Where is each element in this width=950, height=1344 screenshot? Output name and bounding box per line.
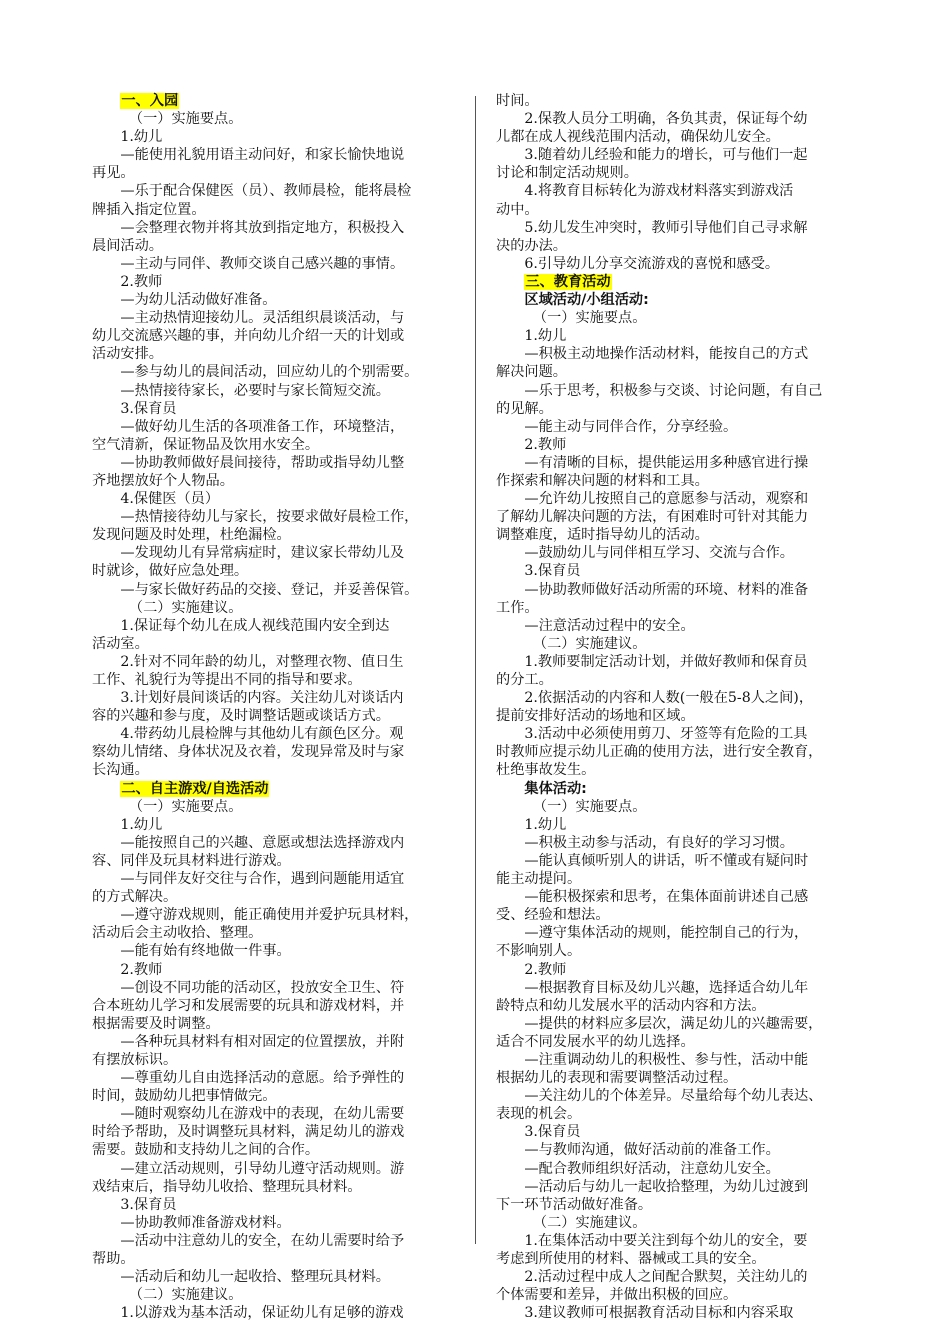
section-heading-text: 三、教育活动 (525, 273, 611, 290)
text-line: 决的办法。 (496, 237, 567, 254)
text-line: 作探索和解决问题的材料和工具。 (496, 472, 709, 489)
text-line: 合本班幼儿学习和发展需要的玩具和游戏材料，并 (92, 997, 405, 1014)
text-line: —注意活动过程中的安全。 (524, 617, 695, 634)
text-line: —协助教师做好晨间接待，帮助或指导幼儿整 (120, 454, 405, 471)
text-line: 儿都在成人视线范围内活动，确保幼儿安全。 (496, 129, 780, 146)
text-line: 杜绝事故发生。 (496, 762, 596, 779)
text-line: 时给予帮助，及时调整玩具材料，满足幼儿的游戏 (92, 1124, 405, 1141)
text-line: 发现问题及时处理，杜绝漏检。 (92, 527, 291, 544)
text-line: —鼓励幼儿与同伴相互学习、交流与合作。 (524, 545, 794, 562)
text-line: 活动后会主动收拾、整理。 (92, 925, 263, 942)
text-line: 表现的机会。 (496, 1106, 582, 1123)
text-line: 戏结束后，指导幼儿收拾、整理玩具材料。 (92, 1178, 362, 1195)
text-line: 容、同伴及玩具材料进行游戏。 (92, 852, 291, 869)
text-line: —与教师沟通，做好活动前的准备工作。 (524, 1142, 780, 1159)
text-line: —遵守集体活动的规则，能控制自己的行为， (524, 925, 809, 942)
text-line: 时就诊，做好应急处理。 (92, 563, 249, 580)
text-line: —活动后与幼儿一起收拾整理，为幼儿过渡到 (524, 1178, 809, 1195)
text-line: 龄特点和幼儿发展水平的活动内容和方法。 (496, 997, 766, 1014)
text-line: （二）实施建议。 (128, 1287, 243, 1304)
text-line: 工作。 (496, 599, 539, 616)
text-line: （一）实施要点。 (128, 111, 243, 128)
text-line: 的方式解决。 (92, 889, 178, 906)
subsection-heading: 集体活动: (524, 780, 587, 797)
text-line: —会整理衣物并将其放到指定地方，积极投入 (120, 219, 405, 236)
text-line: 2.保教人员分工明确，各负其责，保证每个幼 (524, 111, 808, 128)
text-line: （一）实施要点。 (532, 310, 647, 327)
section-heading-text: 二、自主游戏/自选活动 (121, 780, 269, 797)
text-line: 调整难度，适时指导幼儿的活动。 (496, 527, 709, 544)
text-line: —有清晰的目标，提供能运用多种感官进行操 (524, 454, 809, 471)
text-line: 3.保育员 (524, 563, 581, 580)
text-line: —能有始有终地做一件事。 (120, 943, 291, 960)
text-line: 3.保育员 (120, 400, 177, 417)
text-line: 3.保育员 (120, 1196, 177, 1213)
text-line: 适合不同发展水平的幼儿选择。 (496, 1033, 695, 1050)
text-line: —随时观察幼儿在游戏中的表现，在幼儿需要 (120, 1106, 405, 1123)
text-line: 1.教师要制定活动计划，并做好教师和保育员 (524, 653, 808, 670)
text-line: 的见解。 (496, 400, 553, 417)
text-line: —做好幼儿生活的各项准备工作，环境整洁， (120, 418, 405, 435)
text-line: —能积极探索和思考，在集体面前讲述自己感 (524, 889, 809, 906)
text-line: 3.计划好晨间谈话的内容。关注幼儿对谈话内 (120, 690, 404, 707)
text-line: —能主动与同伴合作，分享经验。 (524, 418, 738, 435)
text-line: 3.建议教师可根据教育活动目标和内容采取 (524, 1305, 794, 1322)
text-line: 幼儿交流感兴趣的事，并向幼儿介绍一天的计划或 (92, 328, 405, 345)
text-line: 时间。 (496, 93, 539, 109)
text-line: 根据需要及时调整。 (92, 1015, 220, 1032)
text-line: 4.保健医（员） (120, 491, 220, 508)
text-line: —根据教育目标及幼儿兴趣，选择适合幼儿年 (524, 979, 809, 996)
text-line: —创设不同功能的活动区，投放安全卫生、符 (120, 979, 405, 996)
text-line: 再见。 (92, 165, 135, 182)
text-line: —参与幼儿的晨间活动，回应幼儿的个别需要。 (120, 364, 419, 381)
section-heading-text: 一、入园 (121, 93, 179, 109)
text-line: 1.在集体活动中要关注到每个幼儿的安全，要 (524, 1232, 808, 1249)
text-line: 2.教师 (524, 436, 567, 453)
text-line: 2.教师 (524, 961, 567, 978)
text-line: 5.幼儿发生冲突时，教师引导他们自己寻求解 (524, 219, 808, 236)
text-line: 4.带药幼儿晨检牌与其他幼儿有颜色区分。观 (120, 726, 404, 743)
text-line: —与同伴友好交往与合作，遇到问题能用适宜 (120, 871, 405, 888)
text-line: —各种玩具材料有相对固定的位置摆放，并附 (120, 1033, 405, 1050)
text-line: 2.依据活动的内容和人数(一般在5-8人之间)， (524, 690, 814, 707)
text-line: —能使用礼貌用语主动问好，和家长愉快地说 (120, 147, 405, 164)
text-line: —热情接待幼儿与家长，按要求做好晨检工作， (120, 509, 419, 526)
text-line: —与家长做好药品的交接、登记，并妥善保管。 (120, 581, 419, 598)
text-line: （二）实施建议。 (532, 1214, 647, 1231)
text-line: —为幼儿活动做好准备。 (120, 292, 277, 309)
text-line: 时间，鼓励幼儿把事情做完。 (92, 1088, 277, 1105)
text-line: 3.随着幼儿经验和能力的增长，可与他们一起 (524, 147, 808, 164)
text-line: （二）实施建议。 (532, 635, 647, 652)
text-line: —主动与同伴、教师交谈自己感兴趣的事情。 (120, 255, 405, 272)
text-line: —建立活动规则，引导幼儿遵守活动规则。游 (120, 1160, 405, 1177)
text-line: —配合教师组织好活动，注意幼儿安全。 (524, 1160, 780, 1177)
text-line: —允许幼儿按照自己的意愿参与活动，观察和 (524, 491, 809, 508)
column-divider (475, 96, 476, 1244)
text-line: —提供的材料应多层次，满足幼儿的兴趣需要， (524, 1015, 823, 1032)
text-line: —协助教师准备游戏材料。 (120, 1214, 291, 1231)
text-line: 根据幼儿的表现和需要调整活动过程。 (496, 1070, 738, 1087)
text-line: —活动中注意幼儿的安全，在幼儿需要时给予 (120, 1232, 405, 1249)
text-line: —能按照自己的兴趣、意愿或想法选择游戏内 (120, 834, 405, 851)
text-line: —热情接待家长，必要时与家长简短交流。 (120, 382, 390, 399)
text-line: —乐于思考，积极参与交谈、讨论问题，有自己 (524, 382, 823, 399)
text-line: —协助教师做好活动所需的环境、材料的准备 (524, 581, 809, 598)
text-line: —乐于配合保健医（员）、教师晨检，能将晨检 (120, 183, 412, 200)
text-line: 受、经验和想法。 (496, 907, 610, 924)
text-line: —发现幼儿有异常病症时，建议家长带幼儿及 (120, 545, 405, 562)
section-heading (496, 273, 868, 291)
text-line: （二）实施建议。 (128, 599, 243, 616)
text-line: 2.教师 (120, 961, 163, 978)
text-line: —能认真倾听别人的讲话，听不懂或有疑问时 (524, 852, 809, 869)
text-line: 讨论和制定活动规则。 (496, 165, 638, 182)
text-line: 了解幼儿解决问题的方法，有困难时可针对其能力 (496, 509, 809, 526)
section-heading (92, 92, 464, 110)
left-column (92, 92, 464, 1322)
text-line: 个体需要和差异，并做出积极的回应。 (496, 1287, 738, 1304)
text-line: 1.幼儿 (524, 328, 567, 345)
text-line: 晨间活动。 (92, 237, 163, 254)
text-line: 需要。鼓励和支持幼儿之间的合作。 (92, 1142, 320, 1159)
text-line: —注重调动幼儿的积极性、参与性，活动中能 (524, 1051, 809, 1068)
text-line: 察幼儿情绪、身体状况及衣着，发现异常及时与家 (92, 744, 405, 761)
text-line: —活动后和幼儿一起收拾、整理玩具材料。 (120, 1269, 390, 1286)
section-heading (92, 780, 464, 798)
text-line: 3.保育员 (524, 1124, 581, 1141)
text-line: 有摆放标识。 (92, 1051, 178, 1068)
text-line: —遵守游戏规则，能正确使用并爱护玩具材料， (120, 907, 419, 924)
text-line: 长沟通。 (92, 762, 149, 779)
text-line: 6.引导幼儿分享交流游戏的喜悦和感受。 (524, 255, 780, 272)
text-line: 容的兴趣和参与度，及时调整话题或谈话方式。 (92, 708, 390, 725)
text-line: 能主动提问。 (496, 871, 582, 888)
text-line: 帮助。 (92, 1251, 135, 1267)
text-line: 1.幼儿 (524, 816, 567, 833)
text-line: 考虑到所使用的材料、器械或工具的安全。 (496, 1251, 766, 1267)
right-column (496, 92, 868, 1322)
text-line: 工作、礼貌行为等提出不同的指导和要求。 (92, 672, 362, 688)
text-line: 1.幼儿 (120, 816, 163, 833)
text-line: 解决问题。 (496, 364, 567, 381)
text-line: —尊重幼儿自由选择活动的意愿。给予弹性的 (120, 1070, 405, 1087)
text-line: 1.以游戏为基本活动，保证幼儿有足够的游戏 (120, 1305, 404, 1322)
text-line: 活动安排。 (92, 346, 163, 363)
text-line: —主动热情迎接幼儿。灵活组织晨谈活动，与 (120, 310, 405, 327)
text-line: 时教师应提示幼儿正确的使用方法，进行安全教育， (496, 744, 823, 761)
text-line: 4.将教育目标转化为游戏材料落实到游戏活 (524, 183, 794, 200)
text-line: （一）实施要点。 (532, 798, 647, 815)
text-line: 1.幼儿 (120, 129, 163, 146)
text-line: 的分工。 (496, 672, 553, 688)
subsection-heading: 区域活动/小组活动: (524, 292, 649, 309)
text-line: 下一环节活动做好准备。 (496, 1196, 653, 1213)
text-line: 2.活动过程中成人之间配合默契，关注幼儿的 (524, 1269, 808, 1286)
text-line: 空气清新，保证物品及饮用水安全。 (92, 436, 320, 453)
text-line: 2.针对不同年龄的幼儿，对整理衣物、值日生 (120, 653, 404, 670)
text-line: —关注幼儿的个体差异。尽量给每个幼儿表达、 (524, 1088, 823, 1105)
text-line: 1.保证每个幼儿在成人视线范围内安全到达 (120, 617, 390, 634)
text-line: 活动室。 (92, 635, 149, 652)
text-line: 不影响别人。 (496, 943, 582, 960)
text-line: 齐地摆放好个人物品。 (92, 472, 234, 489)
text-line: 动中。 (496, 201, 539, 218)
text-line: —积极主动地操作活动材料，能按自己的方式 (524, 346, 809, 363)
text-line: 2.教师 (120, 273, 163, 290)
text-line: 提前安排好活动的场地和区域。 (496, 708, 695, 725)
text-line: 3.活动中必须使用剪刀、牙签等有危险的工具 (524, 726, 808, 743)
text-line: —积极主动参与活动，有良好的学习习惯。 (524, 834, 794, 851)
text-line: （一）实施要点。 (128, 798, 243, 815)
text-line: 牌插入指定位置。 (92, 201, 206, 218)
